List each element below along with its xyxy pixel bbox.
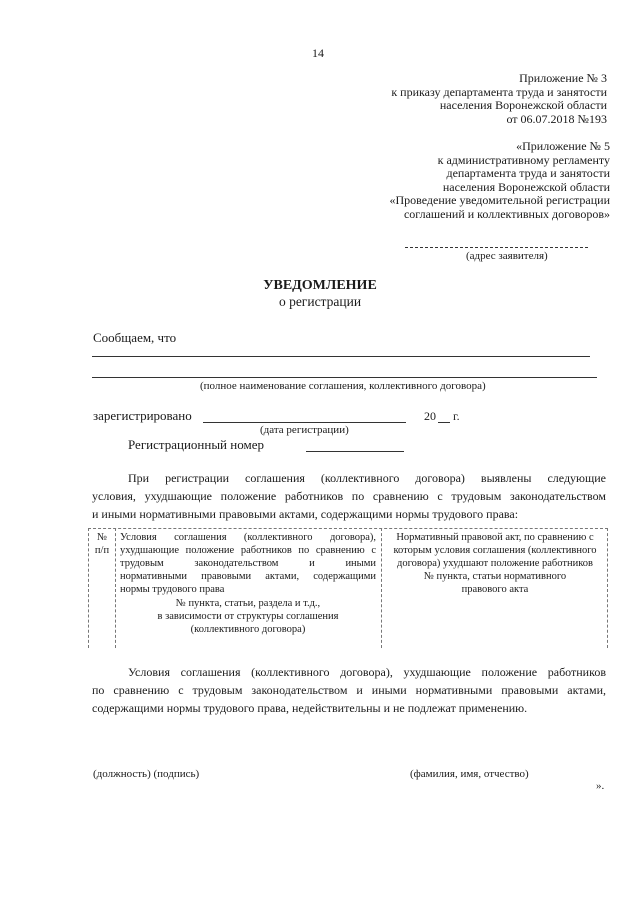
col1-header-line: п/п — [94, 545, 110, 556]
inform-text: Сообщаем, что — [93, 330, 177, 345]
invalidity-line: содержащими нормы трудового права, недействительны и не подлежат применению. — [92, 701, 528, 715]
col2-header-line: нормативными правовыми актами, содержащими — [120, 571, 376, 582]
findings-line: условия, ухудшающие положение работников по сравнению с трудовым законодательством — [92, 489, 606, 503]
appendix-3-block — [307, 72, 607, 126]
agreement-name-line-1 — [92, 356, 590, 357]
col3-header — [385, 531, 605, 596]
table-divider-1 — [115, 528, 116, 648]
col3-header-line: правового акта — [461, 584, 529, 595]
findings-line: и иными нормативными правовыми актами, содержащими нормы трудового права: — [92, 507, 519, 521]
agreement-caption: (полное наименование соглашения, коллективного договора) — [200, 380, 486, 392]
year-suffix: г. — [453, 409, 460, 423]
page-number: 14 — [312, 46, 324, 60]
invalidity-line: Условия соглашения (коллективного договора), ухудшающие положение работников — [128, 665, 606, 679]
sign-right-caption: (фамилия, имя, отчество) — [410, 768, 529, 780]
col3-header-line: которым условия соглашения (коллективного — [393, 545, 597, 556]
findings-paragraph — [92, 469, 606, 523]
col2-note-line: в зависимости от структуры соглашения — [157, 611, 339, 622]
address-line — [405, 247, 588, 248]
appendix-5-block — [310, 140, 610, 221]
appendix-5-line: «Проведение уведомительной регистрации — [389, 193, 610, 207]
col2-header — [120, 531, 376, 636]
document-title: УВЕДОМЛЕНИЕ — [263, 278, 377, 293]
appendix-5-line: «Приложение № 5 — [516, 139, 610, 153]
appendix-5-line: населения Воронежской области — [442, 179, 610, 194]
col2-header-line: нормы трудового права — [120, 584, 225, 595]
address-caption: (адрес заявителя) — [466, 250, 548, 262]
appendix-3-line: населения Воронежской области — [439, 98, 607, 112]
findings-line: При регистрации соглашения (коллективного договора) выявлены следующие — [128, 471, 606, 485]
col1-header — [90, 531, 114, 557]
agreement-name-line-2 — [92, 377, 597, 378]
col3-header-line: договора) ухудшают положение работников — [397, 558, 593, 569]
col3-header-line: Нормативный правовой акт, по сравнению с — [396, 532, 594, 543]
year-prefix: 20 — [424, 409, 436, 423]
col2-note-line: (коллективного договора) — [190, 624, 306, 635]
appendix-3-line: к приказу департамента труда и занятости — [391, 84, 607, 99]
col1-header-line: № — [96, 532, 108, 543]
sign-left-caption: (должность) (подпись) — [93, 768, 200, 780]
col2-header-line: Условия соглашения (коллективного договора), — [120, 532, 376, 543]
col2-note-line: № пункта, статьи, раздела и т.д., — [175, 598, 321, 609]
reg-number-label: Регистрационный номер — [128, 437, 264, 452]
col2-header-line: ухудшающие положение работников по сравнению с — [120, 545, 376, 556]
table-left-border — [88, 528, 89, 648]
invalidity-paragraph — [92, 663, 606, 717]
registered-label: зарегистрировано — [93, 408, 192, 423]
appendix-5-line: соглашений и коллективных договоров» — [403, 206, 610, 221]
date-caption: (дата регистрации) — [260, 424, 349, 436]
appendix-3-line: от 06.07.2018 №193 — [506, 111, 607, 126]
table-right-border — [607, 528, 608, 648]
appendix-3-line: Приложение № 3 — [519, 71, 607, 85]
reg-number-line — [306, 451, 404, 452]
col3-header-line: № пункта, статьи нормативного — [423, 571, 567, 582]
col2-header-line: трудовым законодательством и иными — [120, 558, 376, 569]
table-top-border — [88, 528, 608, 529]
registration-date-line — [203, 422, 406, 423]
invalidity-line: по сравнению с трудовым законодательством и иными нормативными правовыми актами, — [92, 683, 606, 697]
year-line — [438, 422, 450, 423]
appendix-5-line: департамента труда и занятости — [446, 166, 610, 180]
table-divider-2 — [381, 528, 382, 648]
closing-quote-mark: ». — [596, 780, 605, 792]
document-subtitle: о регистрации — [278, 294, 362, 309]
appendix-5-line: к административному регламенту — [437, 152, 610, 167]
